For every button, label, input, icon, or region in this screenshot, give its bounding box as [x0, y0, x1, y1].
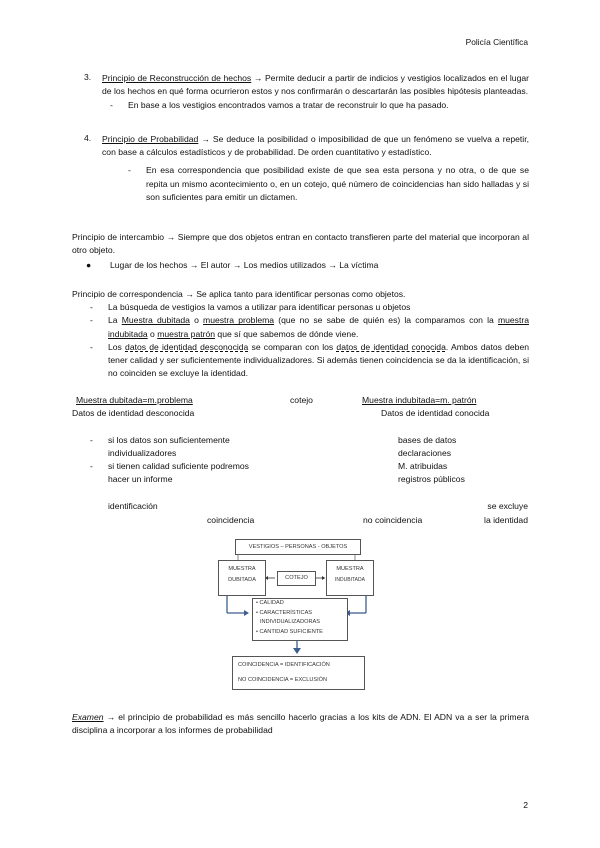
la-identidad-label: la identidad [484, 515, 528, 525]
section-3-text [102, 72, 529, 98]
correspondencia-bullet-2: - La Muestra dubitada o muestra problema (que no se sabe de quién es) la comparamos con la muestra indubitada o muestra patrón que sí que sabemos de dónde viene. [90, 315, 529, 339]
principio-correspondencia [72, 288, 529, 380]
dash-bullet-icon: - [128, 165, 131, 176]
muestra-dubitada-heading: Muestra dubitada=m.problema [76, 395, 193, 405]
no-coincidencia-label: no coincidencia [363, 515, 423, 525]
diagram-bottom-box: COINCIDENCIA = IDENTIFICACIÓN NO COINCIDENCIA = EXCLUSIÓN [232, 656, 365, 690]
right-item-1: bases de datos [398, 435, 457, 445]
intercambio-text: Principio de intercambio → Siempre que dos objetos entran en contacto transfieren parte del material que incorporan al otro objeto. [72, 232, 529, 256]
dash-bullet-icon: - [110, 100, 113, 111]
round-bullet-icon: ● [86, 260, 92, 271]
muestra-indubitada-heading: Muestra indubitada=m. patrón [362, 395, 477, 405]
diagram-indubitada-box: MUESTRA INDUBITADA [326, 560, 374, 596]
diagram [218, 538, 383, 690]
datos-desconocida: Datos de identidad desconocida [72, 408, 195, 418]
se-excluye-label: se excluye [487, 501, 528, 511]
examen-label: Examen [72, 712, 104, 722]
correspondencia-bullet-1: - La búsqueda de vestigios la vamos a utilizar para identificar personas u objetos [108, 301, 529, 314]
dash-bullet-icon: - [90, 461, 93, 471]
section-4-title: Principio de Probabilidad [102, 134, 199, 144]
right-item-4: registros públicos [398, 474, 465, 484]
section-3-body: → Permite deducir a partir de indicios y vestigios localizados en el lugar de los hechos en qué forma ocurrieron estos y nos confirmarán o descartarán las posibles hipótesis planteadas. [102, 73, 529, 97]
section-3 [84, 72, 529, 113]
identificacion-label: identificación [108, 501, 158, 511]
section-3-number: 3. [84, 72, 92, 82]
intercambio-bullet: ● Lugar de los hechos → El autor → Los medios utilizados → La víctima [110, 259, 529, 272]
diagram-cotejo-box: COTEJO [277, 571, 316, 586]
section-4-bullet: - En esa correspondencia que posibilidad existe de que sea esta persona y no otra, o de que se repita un mismo acontecimiento o, en un cotejo, qué número de coincidencias han sido halladas y si son suficientes para emitir un dictamen. [128, 165, 529, 202]
right-item-2: declaraciones [398, 448, 452, 458]
correspondencia-intro: Principio de correspondencia → Se aplica tanto para identificar personas como objetos. [72, 289, 406, 299]
page-number: 2 [523, 800, 528, 810]
left-item-2: - si tienen calidad suficiente podremos hacer un informe [90, 461, 249, 485]
page-header-title: Policía Científica [465, 37, 528, 47]
section-4-text [102, 133, 529, 159]
principio-intercambio [72, 231, 529, 273]
section-4-body: → Se deduce la posibilidad o imposibilidad de que un fenómeno se vuelva a repetir, con base a cálculos estadísticos y de probabilidad. De orden cuantitativo y estadístico. [102, 134, 529, 158]
diagram-dubitada-box: MUESTRA DUBITADA [218, 560, 266, 596]
section-4 [84, 133, 529, 204]
dash-bullet-icon: - [90, 302, 93, 313]
correspondencia-bullet-3: - Los datos de identidad desconocida se comparan con los datos de identidad conocida. Ambos datos deben tener calidad y ser suficientemente individualizadores. Si además tienen coincidencia se da la identificación, si no coinciden se excluye la identidad. [90, 341, 530, 379]
coincidencia-label: coincidencia [207, 515, 255, 525]
dash-bullet-icon: - [90, 341, 93, 352]
examen-paragraph: Examen → el principio de probabilidad es más sencillo hacerlo gracias a los kits de ADN. El ADN va a ser la primera disciplina a incorporar a los informes de probabilidad [72, 712, 529, 736]
section-3-title: Principio de Reconstrucción de hechos [102, 73, 252, 83]
section-4-number: 4. [84, 133, 92, 143]
diagram-top-box: VESTIGIOS – PERSONAS - OBJETOS [235, 539, 361, 555]
diagram-middle-box: • CALIDAD • CARACTERÍSTICAS INDIVIDUALIZADORAS • CANTIDAD SUFICIENTE [252, 598, 348, 641]
dash-bullet-icon: - [90, 435, 93, 445]
dash-bullet-icon: - [90, 315, 93, 326]
datos-conocida: Datos de identidad conocida [381, 408, 490, 418]
left-item-1: - si los datos son suficientemente individualizadores [90, 435, 230, 459]
right-item-3: M. atribuidas [398, 461, 448, 471]
section-3-bullet: - En base a los vestigios encontrados vamos a tratar de reconstruir lo que ha pasado. [128, 99, 529, 112]
cotejo-heading: cotejo [290, 395, 313, 405]
